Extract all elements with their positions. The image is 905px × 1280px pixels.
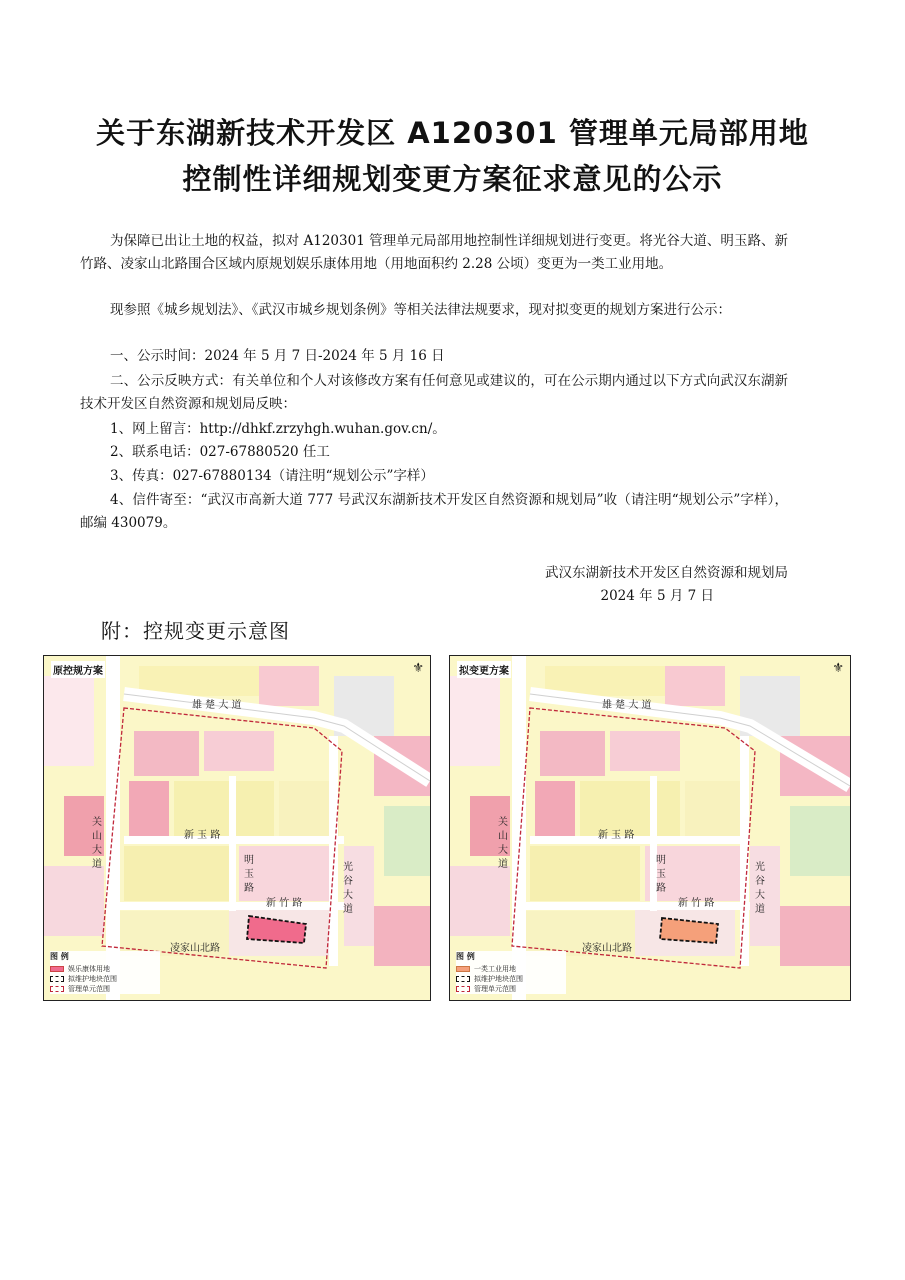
road-label-lingjia: 凌家山北路 <box>582 943 632 954</box>
road-label-guanshan: 关山大道 <box>498 817 508 870</box>
road-label-xinzhu: 新 竹 路 <box>678 898 715 909</box>
appendix-title: 附：控规变更示意图 <box>101 619 290 643</box>
paragraph-online: 1、网上留言：http://dhkf.zrzyhgh.wuhan.gov.cn/。 <box>110 421 446 437</box>
signature-date: 2024 年 5 月 7 日 <box>600 588 714 604</box>
legend-swatch-parcel <box>456 976 470 982</box>
map-title-proposed: 拟变更方案 <box>457 661 511 678</box>
paragraph-intro: 为保障已出让土地的权益，拟对 A120301 管理单元局部用地控制性详细规划进行变更。将光谷大道、明玉路、新竹路、凌家山北路围合区域内原规划娱乐康体用地（用地面积约 2.28 公顷）变更为一类工业用地。 <box>80 233 788 272</box>
road-label-xinzhu: 新 竹 路 <box>266 898 303 909</box>
signature-block <box>545 562 788 608</box>
signature-org: 武汉东湖新技术开发区自然资源和规划局 <box>545 565 788 581</box>
legend-swatch-landuse <box>50 966 64 972</box>
road-label-mingyu: 明玉路 <box>656 855 666 894</box>
legend-header: 图 例 <box>50 952 69 961</box>
road-label-xiongchu: 雄 楚 大 道 <box>602 700 652 711</box>
legend-item-parcel: 拟维护地块范围 <box>456 974 566 984</box>
legend-swatch-parcel <box>50 976 64 982</box>
map-original-plan <box>43 655 431 1001</box>
legend-header: 图 例 <box>456 952 475 961</box>
road-label-guanshan: 关山大道 <box>92 817 102 870</box>
road-label-mingyu: 明玉路 <box>244 855 254 894</box>
map-proposed-plan <box>449 655 851 1001</box>
road-label-xinyu: 新 玉 路 <box>598 830 635 841</box>
legend-item-unit: 管理单元范围 <box>456 984 566 994</box>
legend-swatch-unit <box>456 986 470 992</box>
road-label-lingjia: 凌家山北路 <box>170 943 220 954</box>
legend-swatch-unit <box>50 986 64 992</box>
north-arrow-icon: ⚜ <box>832 661 844 676</box>
legend-swatch-landuse <box>456 966 470 972</box>
paragraph-fax: 3、传真：027-67880134（请注明“规划公示”字样） <box>110 468 434 484</box>
map-title-original: 原控规方案 <box>51 661 105 678</box>
paragraph-feedback: 二、公示反映方式：有关单位和个人对该修改方案有任何意见或建议的，可在公示期内通过以下方式向武汉东湖新技术开发区自然资源和规划局反映： <box>80 373 788 412</box>
legend-item-parcel: 拟维护地块范围 <box>50 974 160 984</box>
legend-item-unit: 管理单元范围 <box>50 984 160 994</box>
title-line-2: 控制性详细规划变更方案征求意见的公示 <box>182 162 723 196</box>
legend-item-landuse: 娱乐康体用地 <box>50 964 160 974</box>
road-label-guanggu: 光谷大道 <box>755 862 765 915</box>
paragraph-period: 一、公示时间：2024 年 5 月 7 日-2024 年 5 月 16 日 <box>110 348 445 364</box>
paragraph-mail: 4、信件寄至：“武汉市高新大道 777 号武汉东湖新技术开发区自然资源和规划局”收（请注明“规划公示”字样），邮编 430079。 <box>80 492 788 531</box>
paragraph-legal-basis: 现参照《城乡规划法》、《武汉市城乡规划条例》等相关法律法规要求，现对拟变更的规划方案进行公示： <box>110 302 731 318</box>
road-label-guanggu: 光谷大道 <box>343 862 353 915</box>
road-label-xiongchu: 雄 楚 大 道 <box>192 700 242 711</box>
document-title <box>0 110 905 202</box>
map-legend-proposed <box>456 951 566 994</box>
paragraph-phone: 2、联系电话：027-67880520 任工 <box>110 444 330 460</box>
map-legend-original <box>50 951 160 994</box>
north-arrow-icon: ⚜ <box>412 661 424 676</box>
road-label-xinyu: 新 玉 路 <box>184 830 221 841</box>
title-line-1: 关于东湖新技术开发区 A120301 管理单元局部用地 <box>96 116 809 150</box>
legend-item-landuse: 一类工业用地 <box>456 964 566 974</box>
